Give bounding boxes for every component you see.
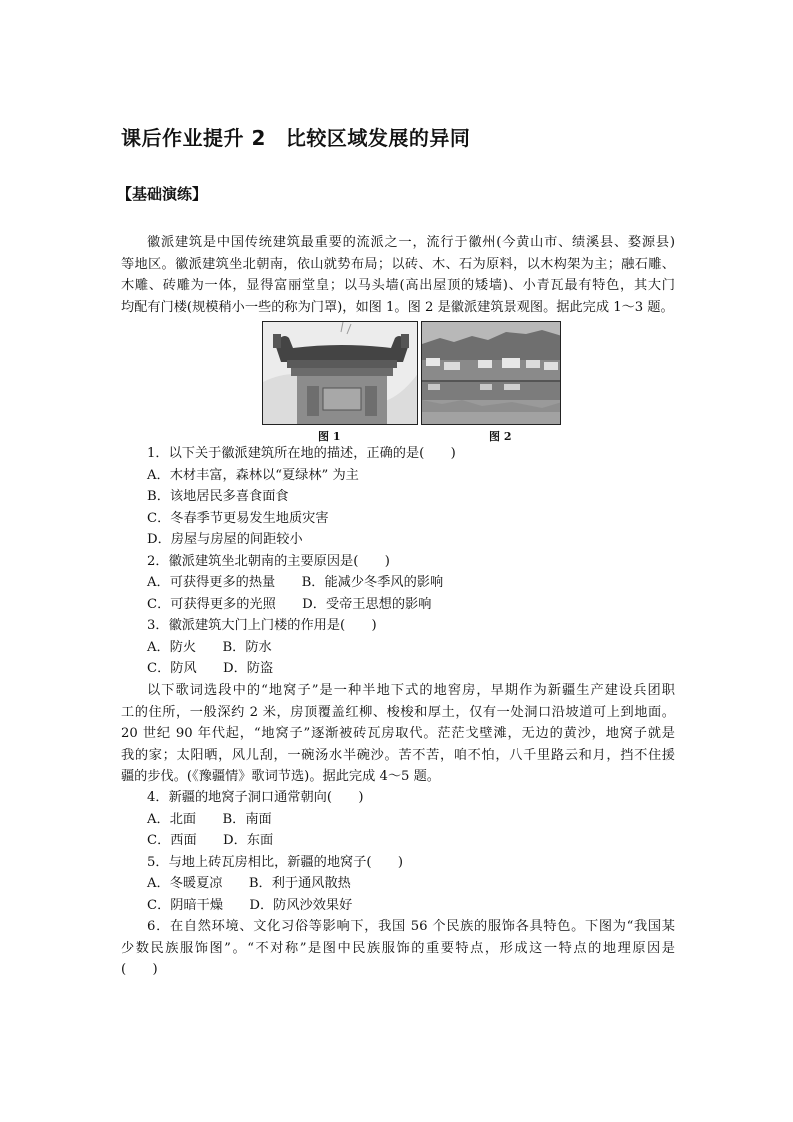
village-landscape-photo-icon: [422, 322, 561, 425]
question-1-option-d: D．房屋与房屋的间距较小: [147, 532, 303, 547]
figure-2-village-photo: [421, 321, 561, 425]
section-heading: 【基础演练】: [117, 185, 208, 203]
question-6-line: 6．在自然环境、文化习俗等影响下，我国 56 个民族的服饰各具特色。下图为“我国某: [147, 919, 675, 934]
question-1-option-b: B．该地居民多喜食面食: [147, 489, 289, 504]
question-4-options-ab: A．北面 B．南面: [147, 811, 272, 827]
question-1-option-a: A．木材丰富，森林以“夏绿林” 为主: [147, 467, 359, 483]
question-5-stem: 5．与地上砖瓦房相比，新疆的地窝子( ): [147, 854, 404, 870]
question-6-answer-blank: ( ): [121, 962, 158, 977]
question-2-options-ab: A．可获得更多的热量 B．能减少冬季风的影响: [147, 575, 444, 590]
title-prefix: 课后作业提升 2: [121, 126, 266, 150]
passage-line: 工的住所，一般深约 2 米，房顶覆盖红柳、梭梭和厚土，仅有一处洞口沿坡道可上到地面。: [121, 704, 675, 720]
question-6-line: 少数民族服饰图”。“不对称”是图中民族服饰的重要特点，形成这一特点的地理原因是: [121, 940, 675, 956]
passage-line: 徽派建筑是中国传统建筑最重要的流派之一，流行于徽州(今黄山市、绩溪县、婺源县): [147, 235, 675, 250]
questions-4-5: [147, 787, 403, 916]
figure-2-caption: 图 2: [489, 430, 512, 443]
question-5-options-cd: C．阴暗干燥 D．防风沙效果好: [147, 897, 353, 913]
question-4-options-cd: C．西面 D．东面: [147, 833, 274, 848]
questions-1-3: [147, 443, 456, 680]
question-6: [121, 916, 675, 981]
question-3-stem: 3．徽派建筑大门上门楼的作用是( ): [147, 618, 377, 633]
passage-line: 均配有门楼(规模稍小一些的称为门罩)，如图 1。图 2 是徽派建筑景观图。据此完成 1～3 题。: [121, 299, 674, 315]
question-2-options-cd: C．可获得更多的光照 D．受帝王思想的影响: [147, 596, 432, 612]
passage-line: 以下歌词选段中的“地窝子”是一种半地下式的地窖房，早期作为新疆生产建设兵团职: [147, 683, 675, 698]
figure-1-gatehouse-photo: [262, 321, 418, 425]
question-4-stem: 4．新疆的地窝子洞口通常朝向( ): [147, 790, 364, 805]
question-1-stem: 1．以下关于徽派建筑所在地的描述，正确的是( ): [147, 446, 456, 461]
question-5-options-ab: A．冬暖夏凉 B．利于通风散热: [147, 876, 351, 891]
question-3-options-cd: C．防风 D．防盗: [147, 661, 274, 676]
passage-line: 20 世纪 90 年代起，“地窝子”逐渐被砖瓦房取代。茫茫戈壁滩，无边的黄沙，地窝子就是: [121, 726, 675, 741]
passage-diwozi: [121, 680, 675, 788]
page-title: [121, 122, 470, 151]
question-3-options-ab: A．防火 B．防水: [147, 639, 272, 655]
passage-huizhou: [121, 232, 675, 318]
passage-line: 等地区。徽派建筑坐北朝南，依山就势布局；以砖、木、石为原料，以木构架为主；融石雕、: [121, 256, 675, 272]
question-1-option-c: C．冬春季节更易发生地质灾害: [147, 510, 329, 526]
passage-line: 疆的步伐。(《豫疆情》歌词节选)。据此完成 4～5 题。: [121, 769, 440, 784]
title-main: 比较区域发展的异同: [285, 126, 471, 150]
figure-1-caption: 图 1: [318, 430, 341, 443]
passage-line: 我的家；太阳晒，风儿刮，一碗汤水半碗沙。苦不苦，咱不怕，八千里路云和月，挡不住援: [121, 747, 675, 763]
question-2-stem: 2．徽派建筑坐北朝南的主要原因是( ): [147, 553, 390, 569]
passage-line: 木雕、砖雕为一体，显得富丽堂皇；以马头墙(高出屋顶的矮墙)、小青瓦最有特色，其大门: [121, 278, 675, 293]
gatehouse-photo-icon: [263, 322, 418, 425]
